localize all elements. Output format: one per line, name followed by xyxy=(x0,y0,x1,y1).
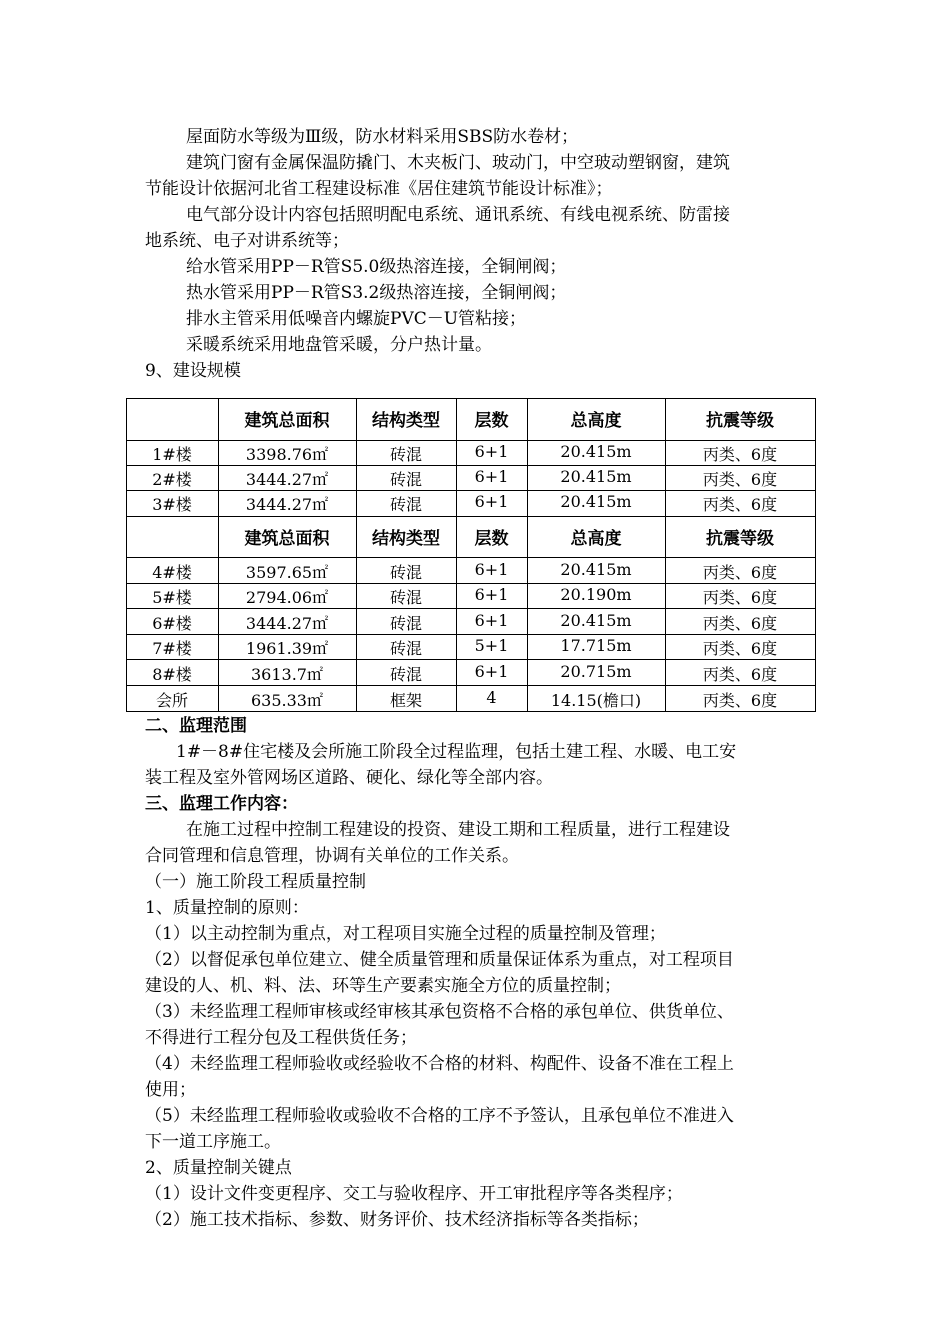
text-line: 采暖系统采用地盘管采暖，分户热计量。 xyxy=(186,335,492,355)
table-cell: 20.190m xyxy=(560,585,632,604)
table-cell: 20.415m xyxy=(560,442,632,461)
table-cell: 20.715m xyxy=(560,662,632,681)
table-cell: 20.415m xyxy=(560,492,632,511)
text-line: （3）未经监理工程师审核或经审核其承包资格不合格的承包单位、供货单位、 xyxy=(145,1002,734,1022)
subsection-heading: （一）施工阶段工程质量控制 xyxy=(145,872,366,892)
text-line: 屋面防水等级为Ⅲ级，防水材料采用SBS防水卷材； xyxy=(186,127,579,147)
table-header-cell: 抗震等级 xyxy=(706,529,774,549)
table-cell: 丙类、6度 xyxy=(702,614,778,633)
table-cell: 4#楼 xyxy=(152,563,192,582)
text-line: （1）以主动控制为重点，对工程项目实施全过程的质量控制及管理； xyxy=(145,924,666,944)
text-line: 给水管采用PP－R管S5.0级热溶连接，全铜闸阀； xyxy=(186,257,567,277)
table-header-cell: 建筑总面积 xyxy=(244,529,330,549)
table-cell: 20.415m xyxy=(560,611,632,630)
table-header-cell: 总高度 xyxy=(570,529,622,549)
table-cell: 4 xyxy=(486,688,497,707)
table-cell: 6+1 xyxy=(474,585,509,604)
table-cell: 3613.7㎡ xyxy=(251,665,323,684)
table-cell: 会所 xyxy=(155,691,188,710)
table-cell: 砖混 xyxy=(389,614,422,633)
text-line: （2）施工技术指标、参数、财务评价、技术经济指标等各类指标； xyxy=(145,1210,649,1230)
table-cell: 5+1 xyxy=(474,636,509,655)
table-cell: 6+1 xyxy=(474,442,509,461)
table-cell: 6+1 xyxy=(474,662,509,681)
section-heading: 三、监理工作内容： xyxy=(145,794,298,814)
table-header-cell: 建筑总面积 xyxy=(244,411,330,431)
table-cell: 3597.65㎡ xyxy=(245,563,329,582)
table-cell: 砖混 xyxy=(389,495,422,514)
table-header-cell: 总高度 xyxy=(570,411,622,431)
table-cell: 2794.06㎡ xyxy=(245,588,329,607)
table-cell: 3444.27㎡ xyxy=(245,470,329,489)
table-cell: 6+1 xyxy=(474,560,509,579)
text-line: 装工程及室外管网场区道路、硬化、绿化等全部内容。 xyxy=(145,768,553,788)
table-cell: 丙类、6度 xyxy=(702,588,778,607)
table-header-cell: 结构类型 xyxy=(372,411,440,431)
table-cell: 1961.39㎡ xyxy=(245,639,329,658)
table-cell: 3#楼 xyxy=(152,495,192,514)
section-heading: 二、监理范围 xyxy=(145,716,247,736)
table-cell: 砖混 xyxy=(389,563,422,582)
table-cell: 6#楼 xyxy=(152,614,192,633)
text-line: 在施工过程中控制工程建设的投资、建设工期和工程质量，进行工程建设 xyxy=(186,820,730,840)
text-line: 电气部分设计内容包括照明配电系统、通讯系统、有线电视系统、防雷接 xyxy=(186,205,730,225)
table-cell: 砖混 xyxy=(389,445,422,464)
table-cell: 丙类、6度 xyxy=(702,563,778,582)
table-cell: 5#楼 xyxy=(152,588,192,607)
table-header-cell: 层数 xyxy=(474,411,509,431)
table-cell: 丙类、6度 xyxy=(702,691,778,710)
text-line: 热水管采用PP－R管S3.2级热溶连接，全铜闸阀； xyxy=(186,283,567,303)
table-cell: 丙类、6度 xyxy=(702,495,778,514)
text-line: 合同管理和信息管理，协调有关单位的工作关系。 xyxy=(145,846,519,866)
table-cell: 1#楼 xyxy=(152,445,192,464)
section-heading: 9、建设规模 xyxy=(145,361,241,381)
text-line: 地系统、电子对讲系统等； xyxy=(145,231,349,251)
table-cell: 砖混 xyxy=(389,665,422,684)
subsection-heading: 1、质量控制的原则： xyxy=(145,898,309,918)
text-line: 使用； xyxy=(145,1080,196,1100)
table-cell: 3398.76㎡ xyxy=(245,445,329,464)
table-cell: 7#楼 xyxy=(152,639,192,658)
text-line: 建设的人、机、料、法、环等生产要素实施全方位的质量控制； xyxy=(145,976,621,996)
text-line: 下一道工序施工。 xyxy=(145,1132,281,1152)
table-cell: 砖混 xyxy=(389,639,422,658)
text-line: 建筑门窗有金属保温防撬门、木夹板门、玻动门，中空玻动塑钢窗，建筑 xyxy=(186,153,730,173)
table-header-cell: 层数 xyxy=(474,529,509,549)
table-cell: 框架 xyxy=(389,691,422,710)
table-cell: 20.415m xyxy=(560,467,632,486)
table-cell: 17.715m xyxy=(560,636,632,655)
table-cell: 3444.27㎡ xyxy=(245,495,329,514)
table-header-cell: 结构类型 xyxy=(372,529,440,549)
table-cell: 8#楼 xyxy=(152,665,192,684)
table-cell: 6+1 xyxy=(474,467,509,486)
table-cell: 6+1 xyxy=(474,492,509,511)
text-line: （5）未经监理工程师验收或验收不合格的工序不予签认，且承包单位不准进入 xyxy=(145,1106,734,1126)
table-cell: 6+1 xyxy=(474,611,509,630)
text-line: （4）未经监理工程师验收或经验收不合格的材料、构配件、设备不准在工程上 xyxy=(145,1054,734,1074)
table-cell: 2#楼 xyxy=(152,470,192,489)
text-line: （1）设计文件变更程序、交工与验收程序、开工审批程序等各类程序； xyxy=(145,1184,683,1204)
subsection-heading: 2、质量控制关键点 xyxy=(145,1158,292,1178)
text-line: 节能设计依据河北省工程建设标准《居住建筑节能设计标准》； xyxy=(145,179,613,199)
text-line: 1#－8#住宅楼及会所施工阶段全过程监理，包括土建工程、水暖、电工安 xyxy=(176,742,737,762)
table-cell: 3444.27㎡ xyxy=(245,614,329,633)
table-cell: 丙类、6度 xyxy=(702,639,778,658)
table-cell: 丙类、6度 xyxy=(702,665,778,684)
table-cell: 丙类、6度 xyxy=(702,445,778,464)
table-cell: 砖混 xyxy=(389,470,422,489)
table-cell: 砖混 xyxy=(389,588,422,607)
table-cell: 丙类、6度 xyxy=(702,470,778,489)
table-cell: 20.415m xyxy=(560,560,632,579)
table-header-cell: 抗震等级 xyxy=(706,411,774,431)
text-line: （2）以督促承包单位建立、健全质量管理和质量保证体系为重点，对工程项目 xyxy=(145,950,734,970)
text-line: 排水主管采用低噪音内螺旋PVC－U管粘接； xyxy=(186,309,527,329)
text-line: 不得进行工程分包及工程供货任务； xyxy=(145,1028,417,1048)
table-cell: 14.15(檐口) xyxy=(550,691,642,710)
table-cell: 635.33㎡ xyxy=(251,691,323,710)
